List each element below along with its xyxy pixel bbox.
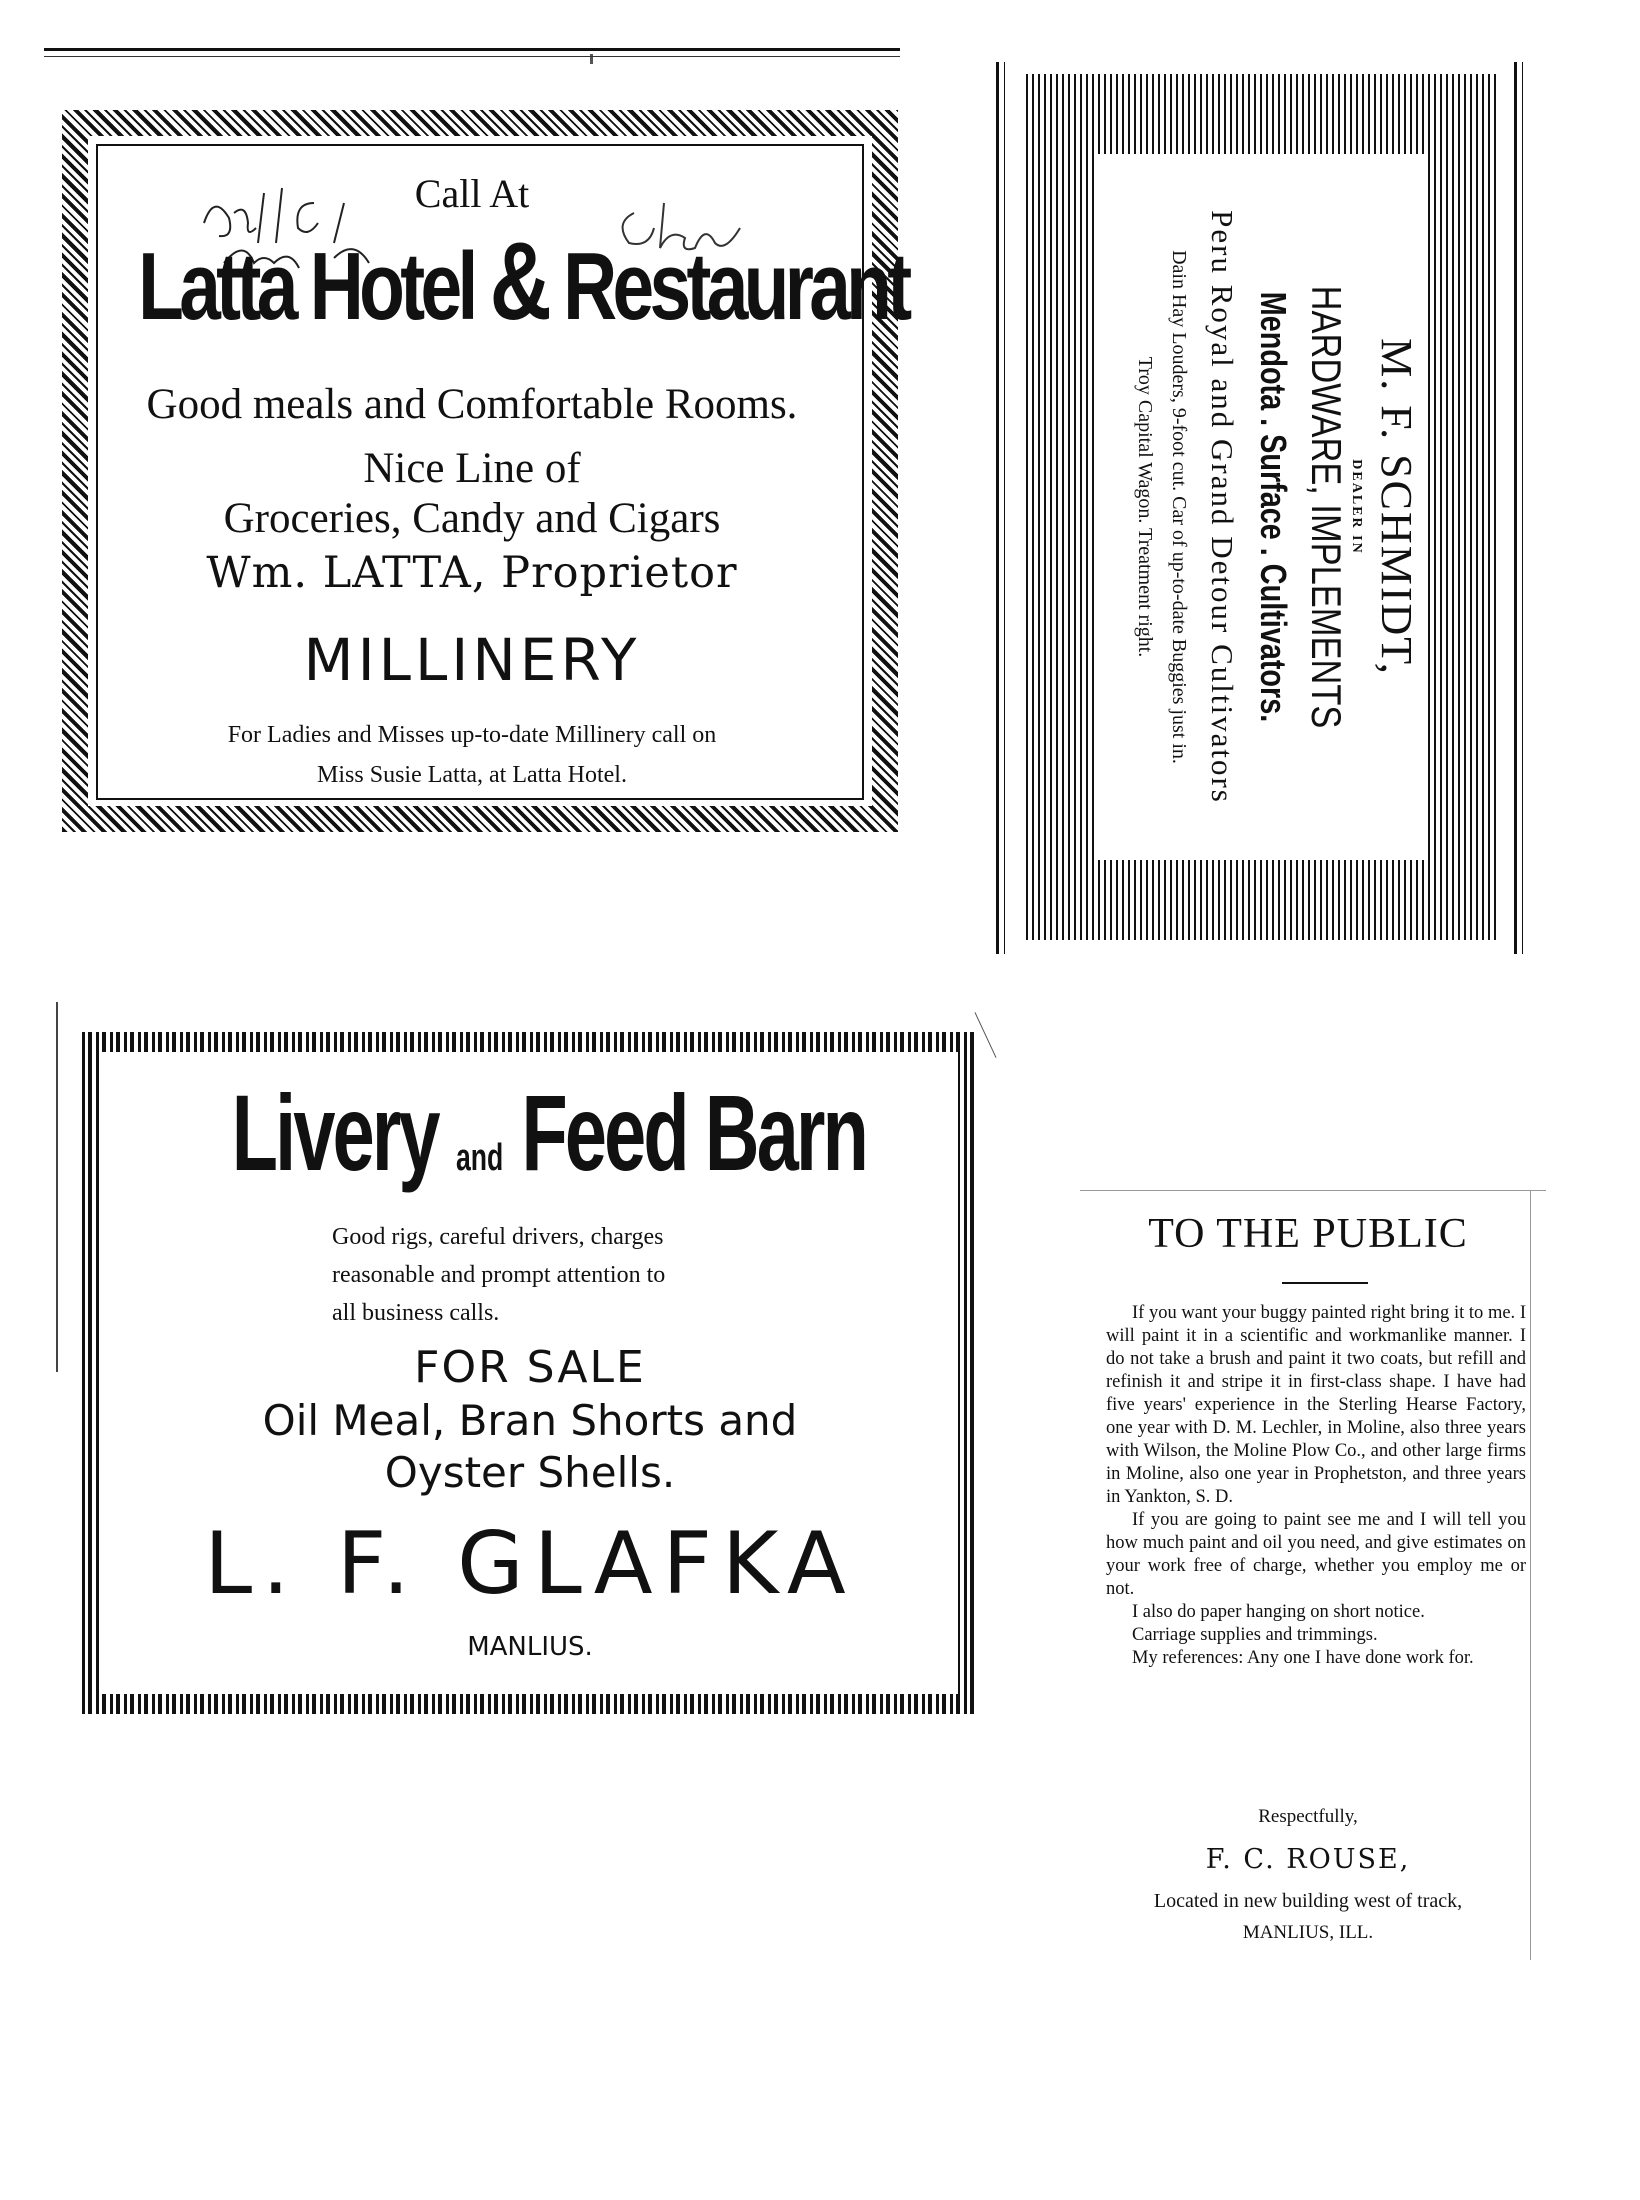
glafka-name: L. F. GLAFKA [204,1514,856,1614]
latta-hotel-ad [44,48,908,854]
latta-hotel-title [138,218,908,345]
to-the-public-ad [1070,1190,1546,1960]
paragraph: If you are going to paint see me and I will tell you how much paint and oil you need, and give estimates on your work free of charge, whether you employ me or not. [1106,1510,1526,1599]
schmidt-line: Peru Royal and Grand Detour Cultivators [1205,210,1240,804]
border-rule [1004,62,1005,954]
for-sale-line: Oil Meal, Bran Shorts and [262,1396,798,1445]
paragraph: My references: Any one I have done work for. [1132,1648,1474,1668]
public-body [1106,1302,1526,1670]
livery-feed-barn-ad [56,1002,926,1718]
for-sale-line: Oyster Shells. [384,1448,676,1497]
heading-underline [1282,1282,1368,1284]
hardware-implements: HARDWARE, IMPLEMENTS [1303,285,1350,729]
title-right: Feed Barn [521,1072,866,1193]
livery-title [231,1070,866,1195]
top-rule [44,56,900,57]
location-line: Located in new building west of track, [1153,1890,1463,1912]
town-line: MANLIUS, ILL. [1242,1922,1374,1943]
closing: Respectfully, [1258,1806,1358,1827]
paragraph: Carriage supplies and trimmings. [1132,1625,1378,1645]
town-name: MANLIUS. [467,1632,593,1662]
for-sale-heading: FOR SALE [414,1342,646,1393]
schmidt-text-panel [1096,154,1426,860]
millinery-heading: MILLINERY [303,626,641,694]
millinery-line: Miss Susie Latta, at Latta Hotel. [317,762,627,788]
schmidt-line: Dain Hay Louders, 9-foot cut. Car of up-to-date Buggies just in. [1168,250,1190,764]
latta-line: Nice Line of [363,445,581,492]
title-right: Restaurant [563,233,908,340]
livery-desc: all business calls. [332,1300,500,1326]
public-heading: TO THE PUBLIC [1148,1211,1468,1257]
top-rule [44,48,900,51]
border-rule [996,62,999,954]
latta-line: Good meals and Comfortable Rooms. [146,381,798,428]
ampersand: & [489,220,548,343]
clipping-edge [1080,1190,1546,1191]
paragraph: If you want your buggy painted right bring it to me. I will paint it in a scientific and workmanlike manner. I do not take a brush and paint it two coats, but refill and refinish it and stripe it in first-class shape. I have had five years' experience in the Sterling Hearse Factory, one year with D. M. Lechler, in Moline, also three years with Wilson, the Moline Plow Co., and other large firms in Moline, also one year in Prophetston, and three years in Yankton, S. D. [1106,1303,1526,1507]
title-and: and [455,1137,504,1179]
title-left: Livery [231,1072,438,1193]
border-rule [1514,62,1517,954]
paragraph: I also do paper hanging on short notice. [1132,1602,1425,1622]
livery-desc: Good rigs, careful drivers, charges [332,1224,664,1250]
schmidt-name: M. F. SCHMIDT, [1372,338,1421,676]
latta-line: Groceries, Candy and Cigars [223,495,721,542]
call-at-heading: Call At [414,171,530,216]
schmidt-hardware-ad [996,62,1526,954]
schmidt-line: Mendota . Surface . Cultivators. [1253,291,1294,723]
schmidt-line: Troy Capital Wagon. Treatment right. [1134,356,1156,658]
margin-rule [56,1002,58,1372]
title-left: Latta Hotel [138,233,474,340]
rotated-text-block [1096,154,1426,860]
border-rule [1522,62,1523,954]
livery-content [104,1052,956,1692]
livery-desc: reasonable and prompt attention to [332,1262,666,1288]
dealer-in: DEALER IN [1349,459,1364,555]
proprietor-line: Wm. LATTA, Proprietor [206,548,738,598]
millinery-line: For Ladies and Misses up-to-date Millinery call on [227,722,717,748]
signature-name: F. C. ROUSE, [1205,1844,1411,1875]
